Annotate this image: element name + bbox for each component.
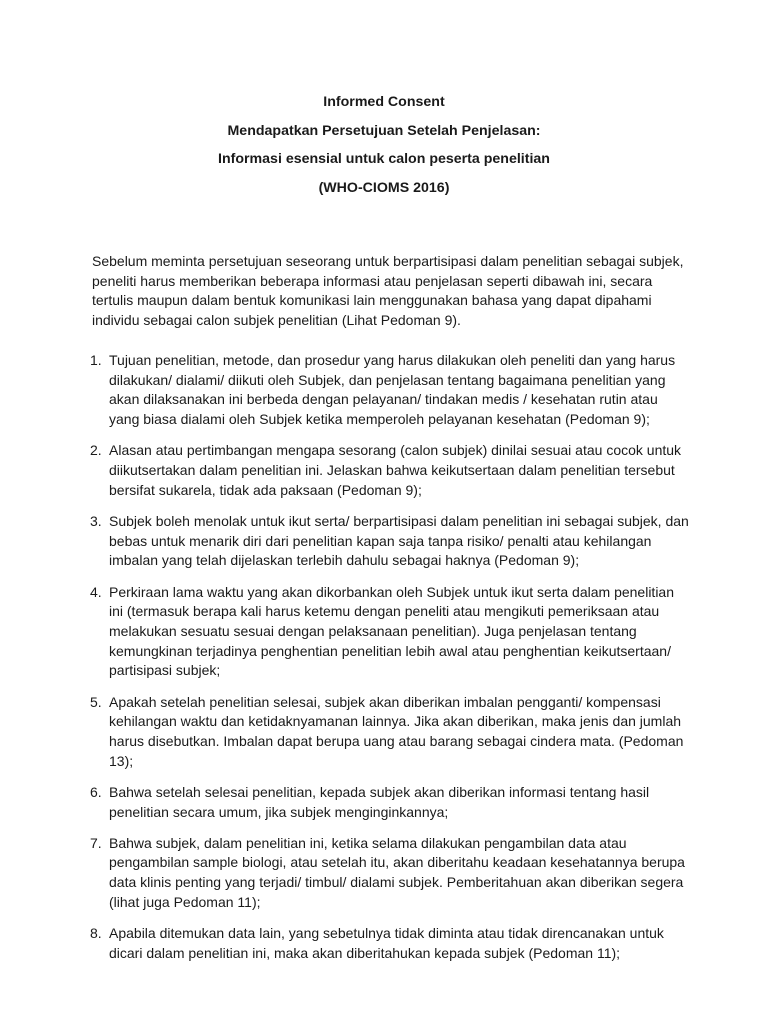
list-item-text: Bahwa subjek, dalam penelitian ini, ketika selama dilakukan pengambilan data atau pengambilan sample biologi, atau setelah itu, akan diberitahu keadaan kesehatannya berupa data klinis penting yang terjadi/ timbul/ dialami subjek. Pemberitahuan akan diberikan segera (lihat juga Pedoman 11);: [109, 834, 685, 910]
list-item-text: Subjek boleh menolak untuk ikut serta/ berpartisipasi dalam penelitian ini sebagai subjek, dan bebas untuk menarik diri dari penelitian kapan saja tanpa risiko/ penalti atau kehilangan imbalan yang telah dijelaskan terlebih dahulu sebagai haknya (Pedoman 9);: [109, 512, 689, 569]
list-item-number: 7.: [90, 834, 102, 851]
list-item-number: 8.: [90, 925, 102, 942]
title-block: [0, 92, 768, 206]
document-subtitle-2: Informasi esensial untuk calon peserta penelitian: [218, 151, 550, 167]
list-item: [90, 834, 690, 913]
document-subtitle: Mendapatkan Persetujuan Setelah Penjelasan:: [227, 122, 541, 139]
list-item: [90, 512, 690, 571]
list-item-number: 3.: [90, 512, 102, 529]
list-item: [90, 583, 690, 682]
document-title: Informed Consent: [323, 94, 445, 110]
list-item-text: Apabila ditemukan data lain, yang sebetulnya tidak diminta atau tidak direncanakan untuk dicari dalam penelitian ini, maka akan diberitahukan kepada subjek (Pedoman 11);: [109, 925, 664, 961]
list-item: [90, 783, 690, 822]
document-source: (WHO-CIOMS 2016): [318, 179, 450, 196]
list-item-number: 2.: [90, 442, 102, 459]
intro-paragraph: Sebelum meminta persetujuan seseorang untuk berpartisipasi dalam penelitian sebagai subjek, peneliti harus memberikan beberapa informasi atau penjelasan seperti dibawah ini, secara tertulis maupun dalam bentuk komunikasi lain menggunakan bahasa yang dapat dipahami individu sebagai calon subjek penelitian (Lihat Pedoman 9).: [92, 253, 684, 329]
list-item: [90, 441, 690, 500]
list-item-number: 4.: [90, 583, 102, 600]
list-item-text: Apakah setelah penelitian selesai, subjek akan diberikan imbalan pengganti/ kompensasi kehilangan waktu dan ketidaknyamanan lainnya. Jika akan diberikan, maka jenis dan jumlah harus disebutkan. Imbalan dapat berupa uang atau barang sebagai cindera mata. (Pedoman 13);: [109, 693, 684, 769]
list-item-number: 5.: [90, 693, 102, 710]
list-item: [90, 351, 690, 430]
list-item-text: Alasan atau pertimbangan mengapa sesorang (calon subjek) dinilai sesuai atau cocok untuk diikutsertakan dalam penelitian ini. Jelaskan bahwa keikutsertaan dalam penelitian tersebut bersifat sukarela, tidak ada paksaan (Pedoman 9);: [109, 442, 682, 498]
list-item: [90, 693, 690, 772]
list-item: [90, 924, 690, 963]
information-list: [90, 351, 690, 975]
list-item-text: Perkiraan lama waktu yang akan dikorbankan oleh Subjek untuk ikut serta dalam penelitian ini (termasuk berapa kali harus ketemu dengan peneliti atau mengikuti pemeriksaan atau melakukan sesuatu sesuai dengan pelaksanaan penelitian). Juga penjelasan tentang kemungkinan terjadinya penghentian penelitian lebih awal atau penghentian keikutsertaan/ partisipasi subjek;: [109, 583, 675, 679]
list-item-number: 1.: [90, 352, 102, 368]
list-item-text: Bahwa setelah selesai penelitian, kepada subjek akan diberikan informasi tentang hasil penelitian secara umum, jika subjek menginginkannya;: [109, 783, 650, 820]
list-item-number: 6.: [90, 783, 102, 800]
list-item-text: Tujuan penelitian, metode, dan prosedur yang harus dilakukan oleh peneliti dan yang harus dilakukan/ dialami/ diikuti oleh Subjek, dan penjelasan tentang bagaimana penelitian yang akan dilaksanakan ini berbeda dengan pelayanan/ tindakan medis / kesehatan rutin atau yang biasa dialami oleh Subjek ketika memperoleh pelayanan kesehatan (Pedoman 9);: [109, 352, 676, 428]
